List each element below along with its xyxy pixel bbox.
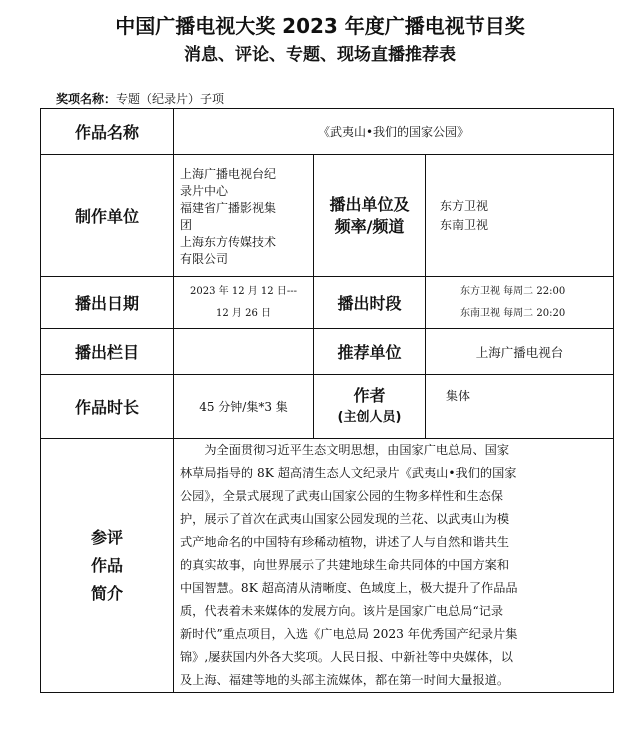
producer-label: 制作单位: [41, 155, 174, 277]
page-title: 中国广播电视大奖 2023 年度广播电视节目奖: [115, 14, 525, 38]
date-line: 2023 年 12 月 12 日---: [190, 285, 297, 297]
producer-line: 有限公司: [180, 251, 229, 266]
intro-line: 新时代”重点项目，入选《广电总局 2023 年优秀国产纪录片集: [180, 627, 518, 641]
broadcaster-line: 东南卫视: [440, 217, 489, 232]
award-label: 奖项名称：: [56, 92, 117, 106]
time-value: [426, 277, 614, 329]
producer-value: [174, 155, 314, 277]
recommender-value: 上海广播电视台: [426, 329, 614, 375]
column-label: 播出栏目: [41, 329, 174, 375]
broadcaster-label-line: 播出单位及: [329, 194, 410, 214]
broadcaster-label-line: 频率/频道: [334, 216, 405, 236]
award-value: 专题（纪录片）子项: [116, 92, 225, 106]
intro-label-line: 参评: [90, 527, 123, 547]
broadcaster-line: 东方卫视: [440, 198, 489, 213]
author-value: 集体: [426, 375, 614, 439]
time-label: 播出时段: [314, 277, 426, 329]
intro-line: 的真实故事，向世界展示了共建地球生命共同体的中国方案和: [180, 558, 510, 572]
intro-line: 护，展示了首次在武夷山国家公园发现的兰花、以武夷山为模: [180, 512, 510, 526]
intro-label-line: 简介: [90, 583, 123, 603]
intro-line: 林草局指导的 8K 超高清生态人文纪录片《武夷山•我们的国家: [180, 466, 517, 480]
table-row: [41, 155, 614, 277]
table-row: [41, 329, 614, 375]
table-row: [41, 375, 614, 439]
broadcaster-label: [314, 155, 426, 277]
time-line: 东南卫视 每周二 20:20: [460, 307, 566, 319]
intro-line: 为全面贯彻习近平生态文明思想，由国家广电总局、国家: [180, 443, 510, 457]
table-row: [41, 439, 614, 693]
intro-line: 锦》,屡获国内外各大奖项。人民日报、中新社等中央媒体，以: [180, 650, 513, 664]
time-line: 东方卫视 每周二 22:00: [460, 285, 566, 297]
date-value: [174, 277, 314, 329]
page-subtitle: 消息、评论、专题、现场直播推荐表: [184, 45, 456, 65]
author-label: [314, 375, 426, 439]
duration-value: 45 分钟/集*3 集: [174, 375, 314, 439]
date-line: 12 月 26 日: [216, 307, 271, 319]
duration-label: 作品时长: [41, 375, 174, 439]
intro-line: 公园》，全景式展现了武夷山国家公园的生物多样性和生态保: [180, 489, 503, 503]
work-name-value: 《武夷山•我们的国家公园》: [174, 109, 614, 155]
broadcaster-value: [426, 155, 614, 277]
producer-line: 团: [180, 217, 193, 232]
author-label-main: 作者: [353, 385, 386, 405]
intro-line: 及上海、福建等地的头部主流媒体，都在第一时间大量报道。: [180, 673, 510, 687]
table-row: [41, 109, 614, 155]
recommendation-table: [40, 108, 614, 693]
work-name-label: 作品名称: [41, 109, 174, 155]
intro-line: 质，代表着未来媒体的发展方向。该片是国家广电总局“记录: [180, 604, 504, 618]
intro-line: 中国智慧。8K 超高清从清晰度、色域度上，极大提升了作品品: [180, 581, 518, 595]
producer-line: 上海广播电视台纪: [180, 166, 277, 181]
award-line: [56, 90, 224, 107]
producer-line: 录片中心: [180, 183, 229, 198]
column-value: [174, 329, 314, 375]
date-label: 播出日期: [41, 277, 174, 329]
intro-label-line: 作品: [90, 555, 123, 575]
intro-label: [41, 439, 174, 693]
intro-text: [174, 439, 614, 693]
table-row: [41, 277, 614, 329]
recommender-label: 推荐单位: [314, 329, 426, 375]
intro-line: 式产地命名的中国特有珍稀动植物，讲述了人与自然和谐共生: [180, 535, 510, 549]
producer-line: 福建省广播影视集: [180, 200, 277, 215]
author-label-sub: (主创人员): [337, 409, 402, 425]
producer-line: 上海东方传媒技术: [180, 234, 277, 249]
